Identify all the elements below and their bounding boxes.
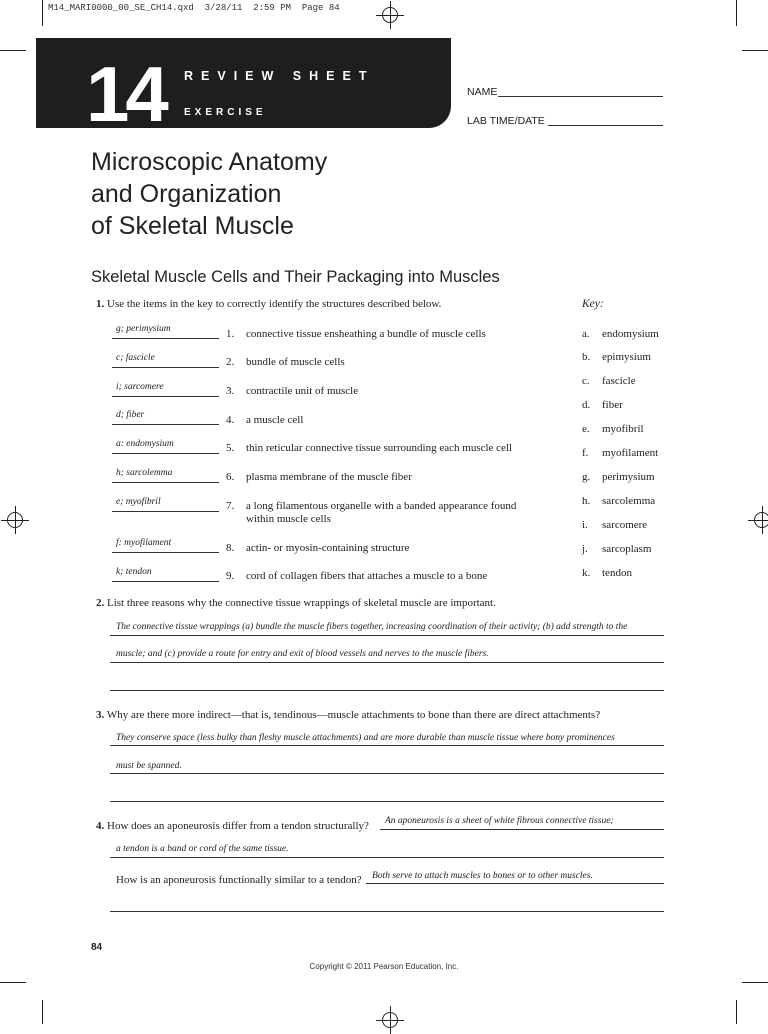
- q3-answer-blank[interactable]: [110, 773, 664, 774]
- q4-answer-line: a tendon is a band or cord of the same tissue.: [116, 844, 289, 854]
- q1-answer-blank[interactable]: [112, 424, 219, 425]
- key-heading: Key:: [582, 298, 604, 310]
- q1-answer-blank[interactable]: [112, 396, 219, 397]
- q1-answer: h; sarcolemma: [116, 468, 173, 478]
- title-line: Microscopic Anatomy: [91, 148, 328, 176]
- q1-item-number: 1.: [226, 328, 235, 340]
- q1-item-number: 8.: [226, 542, 235, 554]
- key-term: sarcoplasm: [602, 543, 652, 555]
- key-letter: c.: [582, 375, 590, 387]
- key-letter: j.: [582, 543, 588, 555]
- key-letter: a.: [582, 328, 590, 340]
- q4-answer2-blank[interactable]: [366, 883, 664, 884]
- q4-prompt: [96, 820, 369, 832]
- q2-answer-line: The connective tissue wrappings (a) bundle the muscle fibers together, increasing coordination of their activity; (b) add strength to the: [116, 622, 628, 632]
- q1-item-text: thin reticular connective tissue surrounding each muscle cell: [246, 442, 513, 454]
- key-letter: b.: [582, 351, 591, 363]
- q1-item-text: cord of collagen fibers that attaches a muscle to a bone: [246, 570, 488, 582]
- q3-number: 3.: [96, 709, 105, 721]
- title-line: of Skeletal Muscle: [91, 212, 294, 240]
- q1-answer-blank[interactable]: [112, 482, 219, 483]
- key-term: fascicle: [602, 375, 636, 387]
- q1-item-number: 2.: [226, 356, 235, 368]
- q1-answer-blank[interactable]: [112, 511, 219, 512]
- crop-mark: [742, 50, 768, 51]
- key-term: fiber: [602, 399, 623, 411]
- q1-item-number: 5.: [226, 442, 235, 454]
- registration-mark: [7, 512, 23, 528]
- key-letter: d.: [582, 399, 591, 411]
- q1-answer: a: endomysium: [116, 439, 174, 449]
- page-number: 84: [91, 942, 103, 953]
- crop-mark: [42, 1000, 43, 1024]
- crop-mark: [42, 0, 43, 26]
- q1-text: Use the items in the key to correctly identify the structures described below.: [107, 298, 442, 310]
- q1-item-number: 7.: [226, 500, 235, 512]
- key-term: sarcomere: [602, 519, 648, 531]
- key-term: epimysium: [602, 351, 651, 363]
- q3-answer-line: They conserve space (less bulky than fleshy muscle attachments) and are more durable than muscle tissue where bony prominences: [116, 733, 615, 743]
- q1-answer: c; fascicle: [116, 353, 155, 363]
- crop-mark: [742, 982, 768, 983]
- key-letter: h.: [582, 495, 591, 507]
- q1-item-text: a long filamentous organelle with a banded appearance found: [246, 500, 517, 512]
- q2-text: List three reasons why the connective tissue wrappings of skeletal muscle are important.: [107, 597, 496, 609]
- q4-text: How does an aponeurosis differ from a tendon structurally?: [107, 820, 369, 832]
- q1-answer-blank[interactable]: [112, 338, 219, 339]
- q1-item-text: a muscle cell: [246, 414, 304, 426]
- q4-answer-blank[interactable]: [380, 829, 664, 830]
- key-term: tendon: [602, 567, 632, 579]
- q3-prompt: [96, 709, 600, 721]
- q2-answer-line: muscle; and (c) provide a route for entry and exit of blood vessels and nerves to the muscle fibers.: [116, 649, 489, 659]
- name-label: NAME: [467, 86, 498, 98]
- q1-item-number: 9.: [226, 570, 235, 582]
- q2-number: 2.: [96, 597, 105, 609]
- q4-answer-inline: An aponeurosis is a sheet of white fibrous connective tissue;: [385, 816, 614, 826]
- section-title: Skeletal Muscle Cells and Their Packaging into Muscles: [91, 268, 500, 286]
- q3-answer-blank[interactable]: [110, 745, 664, 746]
- lab-time-label: LAB TIME/DATE: [467, 115, 545, 127]
- q1-item-number: 6.: [226, 471, 235, 483]
- q4-answer-blank[interactable]: [110, 911, 664, 912]
- registration-mark: [382, 1012, 398, 1028]
- q1-item-text-continued: within muscle cells: [246, 513, 331, 525]
- key-letter: g.: [582, 471, 591, 483]
- q2-answer-blank[interactable]: [110, 662, 664, 663]
- q1-answer-blank[interactable]: [112, 453, 219, 454]
- q2-prompt: [96, 597, 496, 609]
- crop-mark: [0, 50, 26, 51]
- title-line: and Organization: [91, 180, 282, 208]
- q1-answer-blank[interactable]: [112, 367, 219, 368]
- q1-item-text: connective tissue ensheathing a bundle of muscle cells: [246, 328, 486, 340]
- key-letter: e.: [582, 423, 590, 435]
- q1-item-text: contractile unit of muscle: [246, 385, 359, 397]
- q1-answer: g; perimysium: [116, 324, 171, 334]
- q1-answer: k; tendon: [116, 567, 152, 577]
- q1-answer: f: myofilament: [116, 538, 172, 548]
- q1-answer: e; myofibril: [116, 497, 161, 507]
- q1-answer: i; sarcomere: [116, 382, 164, 392]
- q3-answer-blank[interactable]: [110, 801, 664, 802]
- q4-number: 4.: [96, 820, 105, 832]
- print-slug: M14_MARI0000_00_SE_CH14.qxd 3/28/11 2:59 PM Page 84: [48, 3, 340, 13]
- crop-mark: [736, 1000, 737, 1024]
- q1-item-text: plasma membrane of the muscle fiber: [246, 471, 412, 483]
- q1-item-text: bundle of muscle cells: [246, 356, 345, 368]
- q3-answer-line: must be spanned.: [116, 761, 182, 771]
- q1-item-number: 4.: [226, 414, 235, 426]
- q1-item-number: 3.: [226, 385, 235, 397]
- q1-number: 1.: [96, 298, 105, 310]
- q1-answer: d; fiber: [116, 410, 145, 420]
- page-title: [91, 146, 327, 242]
- key-term: myofibril: [602, 423, 644, 435]
- name-field[interactable]: [498, 96, 663, 97]
- key-term: endomysium: [602, 328, 659, 340]
- crop-mark: [736, 0, 737, 26]
- key-letter: i.: [582, 519, 588, 531]
- registration-mark: [382, 7, 398, 23]
- q4-prompt-2: How is an aponeurosis functionally similar to a tendon?: [116, 874, 362, 886]
- key-letter: k.: [582, 567, 591, 579]
- registration-mark: [754, 512, 768, 528]
- exercise-number: 14: [86, 50, 165, 138]
- q1-answer-blank[interactable]: [112, 581, 219, 582]
- crop-mark: [0, 982, 26, 983]
- q4-answer-blank[interactable]: [110, 857, 664, 858]
- q2-answer-blank[interactable]: [110, 635, 664, 636]
- key-letter: f.: [582, 447, 589, 459]
- lab-time-field[interactable]: [548, 125, 663, 126]
- exercise-label: EXERCISE: [184, 107, 267, 118]
- key-term: myofilament: [602, 447, 659, 459]
- q1-prompt: [96, 298, 441, 310]
- q4-answer2-inline: Both serve to attach muscles to bones or to other muscles.: [372, 871, 593, 881]
- q2-answer-blank[interactable]: [110, 690, 664, 691]
- copyright: Copyright © 2011 Pearson Education, Inc.: [309, 962, 459, 971]
- key-term: perimysium: [602, 471, 655, 483]
- q1-answer-blank[interactable]: [112, 552, 219, 553]
- key-term: sarcolemma: [602, 495, 656, 507]
- q3-text: Why are there more indirect—that is, tendinous—muscle attachments to bone than there are direct attachments?: [106, 709, 601, 721]
- review-sheet-label: REVIEW SHEET: [184, 69, 375, 83]
- q1-item-text: actin- or myosin-containing structure: [246, 542, 410, 554]
